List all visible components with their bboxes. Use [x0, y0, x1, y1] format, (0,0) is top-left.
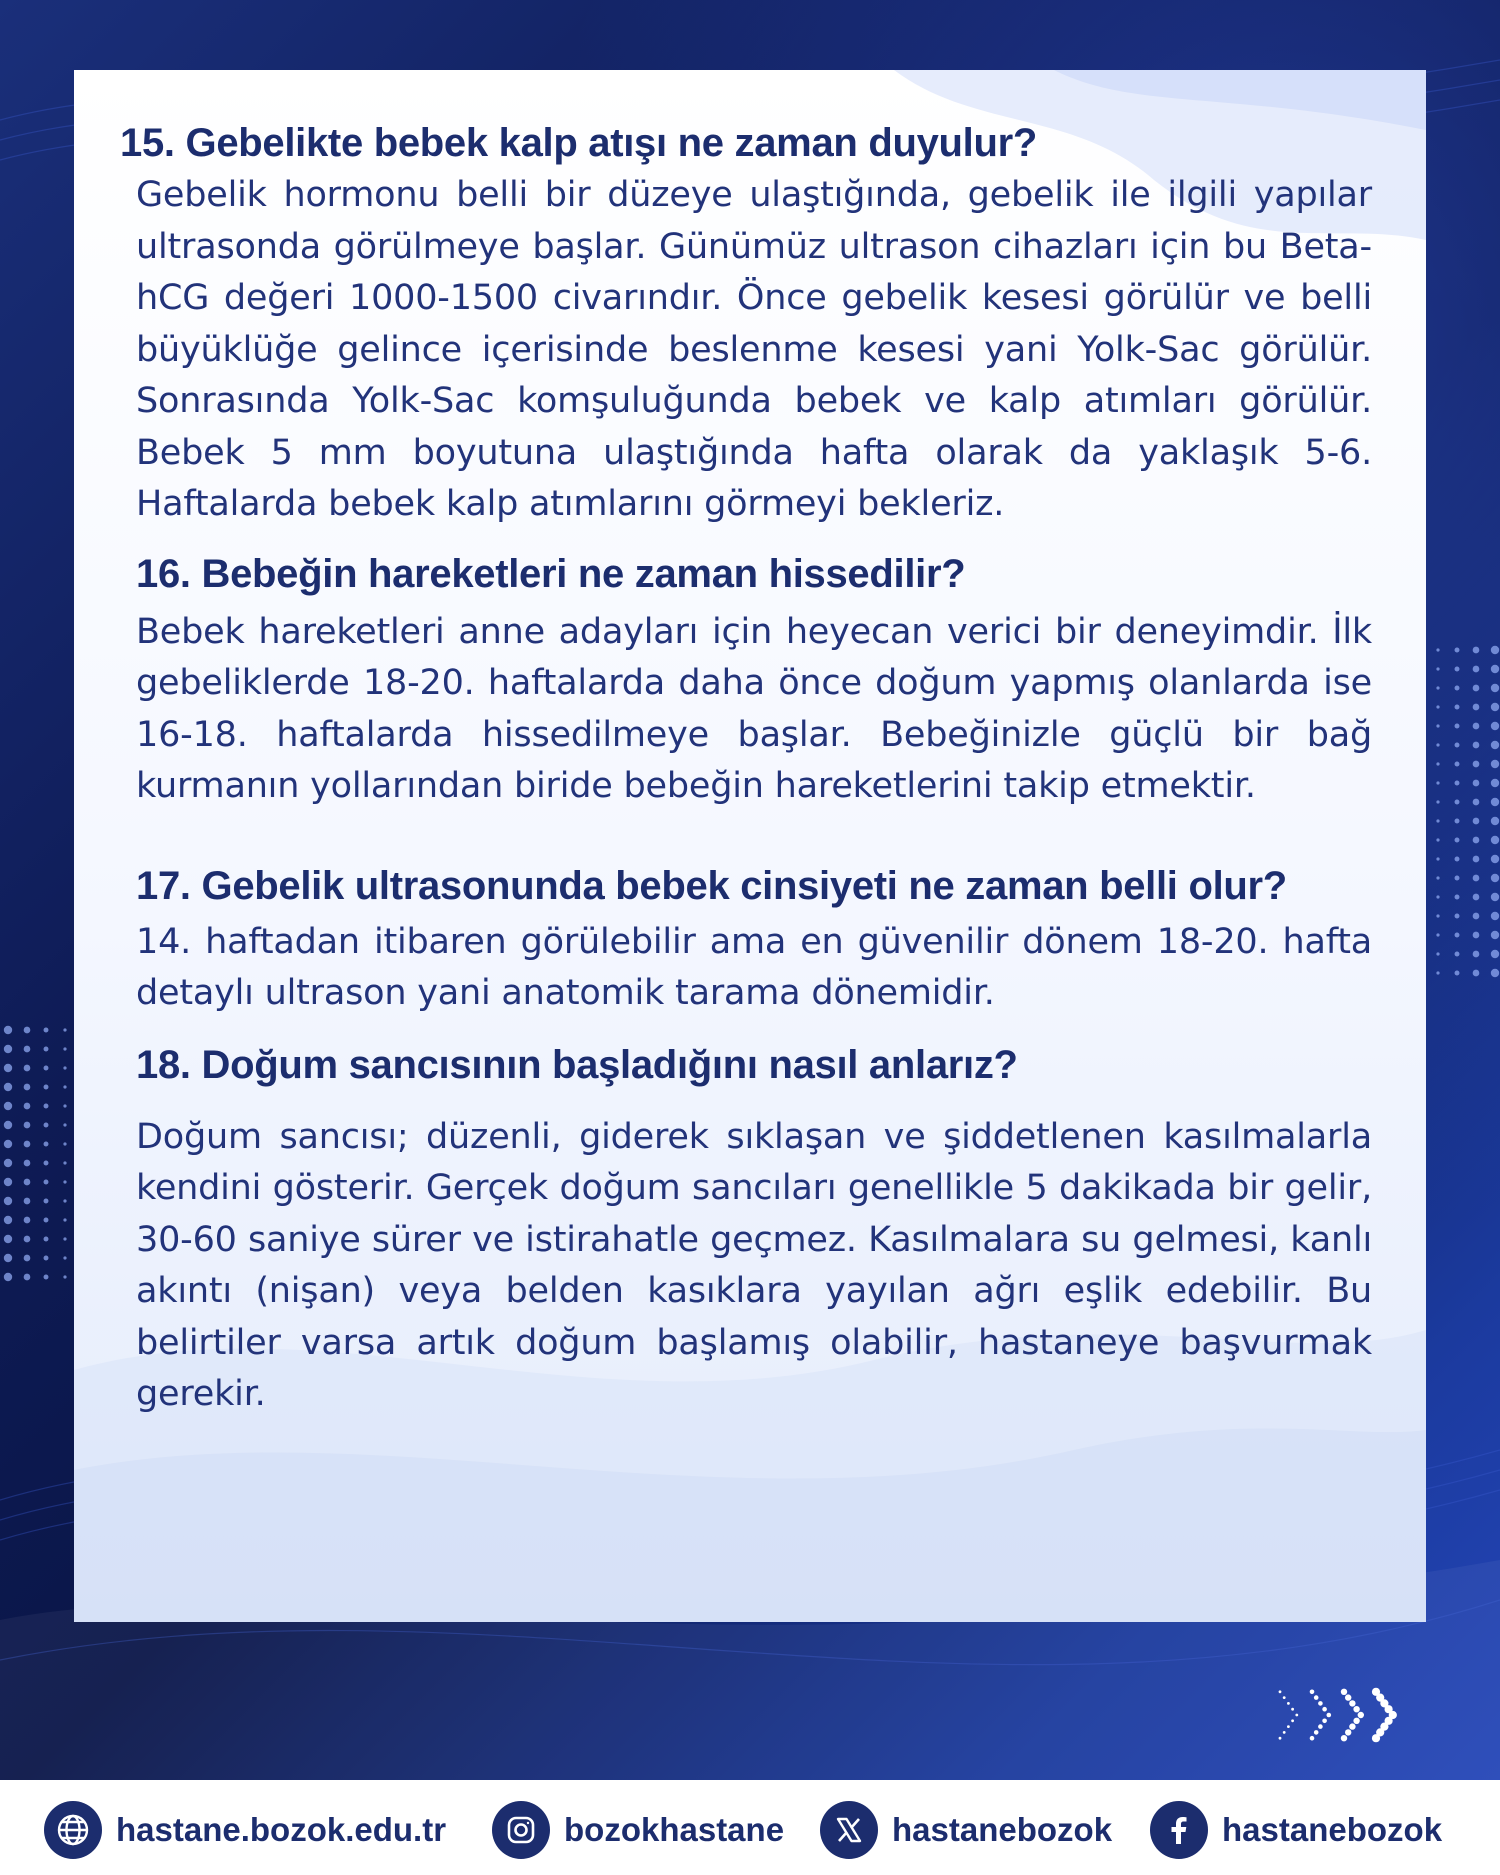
decorative-dot [24, 1065, 31, 1072]
decorative-dot [1436, 800, 1439, 803]
decorative-dot [1436, 971, 1439, 974]
decorative-dot [1491, 817, 1499, 825]
answer-17: 14. haftadan itibaren görülebilir ama en güvenilir dönem 18-20. hafta detaylı ultrason yani anatomik tarama dönemidir. [136, 921, 1372, 1013]
decorative-dot [1473, 723, 1480, 730]
decorative-dot [4, 1216, 12, 1224]
decorative-dot [1473, 837, 1480, 844]
arrow-dot [1345, 1729, 1351, 1735]
instagram-label: bozokhastane [564, 1811, 785, 1848]
decorative-dot [24, 1141, 31, 1148]
decorative-dot [1491, 836, 1499, 844]
globe-icon [44, 1801, 102, 1859]
decorative-dot [63, 1237, 66, 1240]
decorative-dot [1491, 874, 1499, 882]
decorative-dot [1436, 933, 1439, 936]
decorative-dot [44, 1104, 49, 1109]
decorative-dot [1455, 876, 1460, 881]
decorative-dot [63, 1199, 66, 1202]
decorative-dot [44, 1199, 49, 1204]
decorative-dot [44, 1256, 49, 1261]
decorative-dot [1473, 932, 1480, 939]
decorative-dot [4, 1235, 12, 1243]
arrow-dot [1341, 1735, 1347, 1741]
arrow-dot [1291, 1708, 1294, 1711]
decorative-dot [1455, 819, 1460, 824]
decorative-dot [1491, 646, 1499, 654]
decorative-dot [63, 1218, 66, 1221]
question-18: 18. Doğum sancısının başladığını nasıl anlarız? [136, 1042, 1018, 1087]
decorative-dot [63, 1028, 66, 1031]
faq-content [120, 118, 1372, 1421]
decorative-dot [1473, 666, 1480, 673]
decorative-dot [44, 1180, 49, 1185]
decorative-dot [1455, 914, 1460, 919]
arrow-dot [1283, 1696, 1286, 1699]
decorative-dot [1455, 933, 1460, 938]
decorative-dot [24, 1122, 31, 1129]
decorative-dot [1473, 742, 1480, 749]
question-16: 16. Bebeğin hareketleri ne zaman hissedilir? [136, 551, 966, 596]
decorative-dot [24, 1084, 31, 1091]
footer-website[interactable] [44, 1802, 446, 1858]
decorative-dot [4, 1064, 12, 1072]
footer-social-bar [0, 1780, 1500, 1875]
arrow-dot [1279, 1690, 1282, 1693]
decorative-dot [1473, 970, 1480, 977]
arrow-dot [1314, 1730, 1319, 1735]
decorative-dot [1491, 969, 1499, 977]
answer-16: Bebek hareketleri anne adayları için heyecan verici bir deneyimdir. İlk gebeliklerde 18-20. haftalarda daha önce doğum yapmış olanlarda ise 16-18. haftalarda hissedilmeye başlar. Bebeğinizle güçlü bir bağ kurmanın yollarından biride bebeğin hareketlerini takip etmektir. [136, 611, 1372, 806]
decorative-dot [63, 1066, 66, 1069]
decorative-dot [1473, 761, 1480, 768]
decorative-dot [4, 1121, 12, 1129]
arrow-dot [1327, 1713, 1332, 1718]
decorative-dot [1473, 951, 1480, 958]
faq-card [74, 70, 1426, 1622]
decorative-dot [24, 1160, 31, 1167]
decorative-dot [1491, 912, 1499, 920]
decorative-dot [1436, 819, 1439, 822]
decorative-dot [1473, 856, 1480, 863]
decorative-dot [4, 1026, 12, 1034]
arrow-dot [1287, 1725, 1290, 1728]
decorative-dot [1473, 875, 1480, 882]
decorative-dot [1491, 950, 1499, 958]
decorative-dot [1455, 686, 1460, 691]
decorative-dot [1473, 913, 1480, 920]
decorative-dot [4, 1102, 12, 1110]
decorative-dot [1436, 743, 1439, 746]
decorative-dot [1491, 665, 1499, 673]
arrow-dot [1358, 1712, 1364, 1718]
decorative-dot [1455, 895, 1460, 900]
decorative-dot [1491, 855, 1499, 863]
decorative-dot [63, 1085, 66, 1088]
arrow-dot [1349, 1723, 1355, 1729]
decorative-dot [24, 1103, 31, 1110]
decorative-dot [1491, 760, 1499, 768]
arrow-dot [1314, 1695, 1319, 1700]
decorative-dot [1455, 724, 1460, 729]
decorative-dot [4, 1178, 12, 1186]
decorative-dot [1436, 724, 1439, 727]
decorative-dot [63, 1275, 66, 1278]
decorative-dot [4, 1140, 12, 1148]
answer-15: Gebelik hormonu belli bir düzeye ulaştığında, gebelik ile ilgili yapılar ultrasonda görülmeye başlar. Günümüz ultrason cihazları için bu Beta-hCG değeri 1000-1500 civarındır. Önce gebelik kesesi görülür ve belli büyüklüğe gelince içerisinde beslenme kesesi yani Yolk-Sac görülür. Sonrasında Yolk-Sac komşuluğunda bebek ve kalp atımları görülür. Bebek 5 mm boyutuna ulaştığında hafta olarak da yaklaşık 5-6. Haftalarda bebek kalp atımlarını görmeyi bekleriz. [136, 175, 1372, 524]
next-page-arrows-icon[interactable] [1274, 1685, 1424, 1750]
decorative-dot [1436, 686, 1439, 689]
decorative-dot [1455, 762, 1460, 767]
decorative-dot [1455, 800, 1460, 805]
decorative-dot [1455, 952, 1460, 957]
decorative-dot [1491, 931, 1499, 939]
decorative-dot [4, 1273, 12, 1281]
arrow-dot [1318, 1724, 1323, 1729]
arrow-dot [1322, 1719, 1327, 1724]
decorative-dot [4, 1045, 12, 1053]
arrow-dot [1295, 1714, 1298, 1717]
arrow-dot [1310, 1736, 1315, 1741]
decorative-dot [44, 1142, 49, 1147]
arrow-dot [1353, 1706, 1359, 1712]
arrow-dot [1291, 1719, 1294, 1722]
arrow-dot [1353, 1718, 1359, 1724]
decorative-dot [1436, 781, 1439, 784]
decorative-dot [44, 1218, 49, 1223]
arrow-dot [1283, 1731, 1286, 1734]
arrow-dot [1279, 1737, 1282, 1740]
decorative-dot [1491, 741, 1499, 749]
decorative-dot [1455, 971, 1460, 976]
decorative-dot [1491, 798, 1499, 806]
decorative-dot [44, 1275, 49, 1280]
decorative-dot [63, 1161, 66, 1164]
decorative-dot [24, 1274, 31, 1281]
decorative-dot [24, 1198, 31, 1205]
decorative-dot [1455, 838, 1460, 843]
decorative-dot [44, 1161, 49, 1166]
decorative-dot [1473, 894, 1480, 901]
footer-instagram[interactable] [492, 1802, 784, 1858]
decorative-dot [44, 1028, 49, 1033]
decorative-dot [1473, 647, 1480, 654]
arrow-dot [1322, 1707, 1327, 1712]
decorative-dot [1436, 914, 1439, 917]
decorative-dot [44, 1066, 49, 1071]
decorative-dot [63, 1104, 66, 1107]
decorative-dot [24, 1046, 31, 1053]
decorative-dot [1436, 667, 1439, 670]
decorative-dot [1473, 799, 1480, 806]
facebook-icon [1150, 1801, 1208, 1859]
decorative-dot [1491, 893, 1499, 901]
question-17: 17. Gebelik ultrasonunda bebek cinsiyeti ne zaman belli olur? [136, 863, 1287, 908]
decorative-dot [1455, 705, 1460, 710]
decorative-dot [1436, 952, 1439, 955]
x-label: hastanebozok [892, 1811, 1113, 1848]
decorative-dot [1455, 781, 1460, 786]
decorative-dot [63, 1180, 66, 1183]
decorative-dot [1455, 667, 1460, 672]
decorative-dot [1491, 703, 1499, 711]
decorative-dot [4, 1083, 12, 1091]
decorative-dot [1455, 648, 1460, 653]
decorative-dot [63, 1047, 66, 1050]
decorative-dot [1436, 648, 1439, 651]
arrow-dot [1287, 1702, 1290, 1705]
arrow-dot [1345, 1694, 1351, 1700]
website-label: hastane.bozok.edu.tr [116, 1811, 447, 1848]
decorative-dot [1436, 838, 1439, 841]
decorative-dot [24, 1255, 31, 1262]
decorative-dot [1491, 722, 1499, 730]
arrow-dot [1318, 1701, 1323, 1706]
facebook-label: hastanebozok [1222, 1811, 1443, 1848]
decorative-dot [1491, 684, 1499, 692]
arrow-dot [1341, 1689, 1347, 1695]
decorative-dot [1436, 876, 1439, 879]
decorative-dot [44, 1237, 49, 1242]
decorative-dot [1455, 743, 1460, 748]
footer-facebook[interactable] [1150, 1802, 1442, 1858]
decorative-dot [63, 1123, 66, 1126]
decorative-dot [1436, 895, 1439, 898]
decorative-dot [1455, 857, 1460, 862]
question-15: 15. Gebelikte bebek kalp atışı ne zaman duyulur? [120, 121, 1038, 165]
decorative-dot [44, 1047, 49, 1052]
decorative-dot [1491, 779, 1499, 787]
decorative-dot [24, 1179, 31, 1186]
decorative-dot [1473, 685, 1480, 692]
decorative-dot [1436, 705, 1439, 708]
decorative-dot [1436, 857, 1439, 860]
decorative-dot [44, 1085, 49, 1090]
decorative-dot [24, 1217, 31, 1224]
footer-x[interactable] [820, 1802, 1112, 1858]
arrow-dot [1349, 1700, 1355, 1706]
decorative-dot [1473, 780, 1480, 787]
decorative-dot [4, 1197, 12, 1205]
x-logo-icon [820, 1801, 878, 1859]
decorative-dot [1473, 704, 1480, 711]
decorative-dot [63, 1142, 66, 1145]
instagram-icon [492, 1801, 550, 1859]
decorative-dot [1473, 818, 1480, 825]
decorative-dot [63, 1256, 66, 1259]
decorative-dot [44, 1123, 49, 1128]
decorative-dot [4, 1254, 12, 1262]
decorative-dot [24, 1027, 31, 1034]
decorative-dot [1436, 762, 1439, 765]
answer-18: Doğum sancısı; düzenli, giderek sıklaşan ve şiddetlenen kasılmalarla kendini gösterir. Gerçek doğum sancıları genellikle 5 dakikada bir gelir, 30-60 saniye sürer ve istirahatle geçmez. Kasılmalara su gelmesi, kanlı akıntı (nişan) veya belden kasıklara yayılan ağrı eşlik edebilir. Bu belirtiler varsa artık doğum başlamış olabilir, hastaneye başvurmak gerekir. [136, 1116, 1372, 1414]
decorative-dot [24, 1236, 31, 1243]
arrow-dot [1372, 1734, 1380, 1742]
decorative-dot [4, 1159, 12, 1167]
arrow-dot [1310, 1690, 1315, 1695]
